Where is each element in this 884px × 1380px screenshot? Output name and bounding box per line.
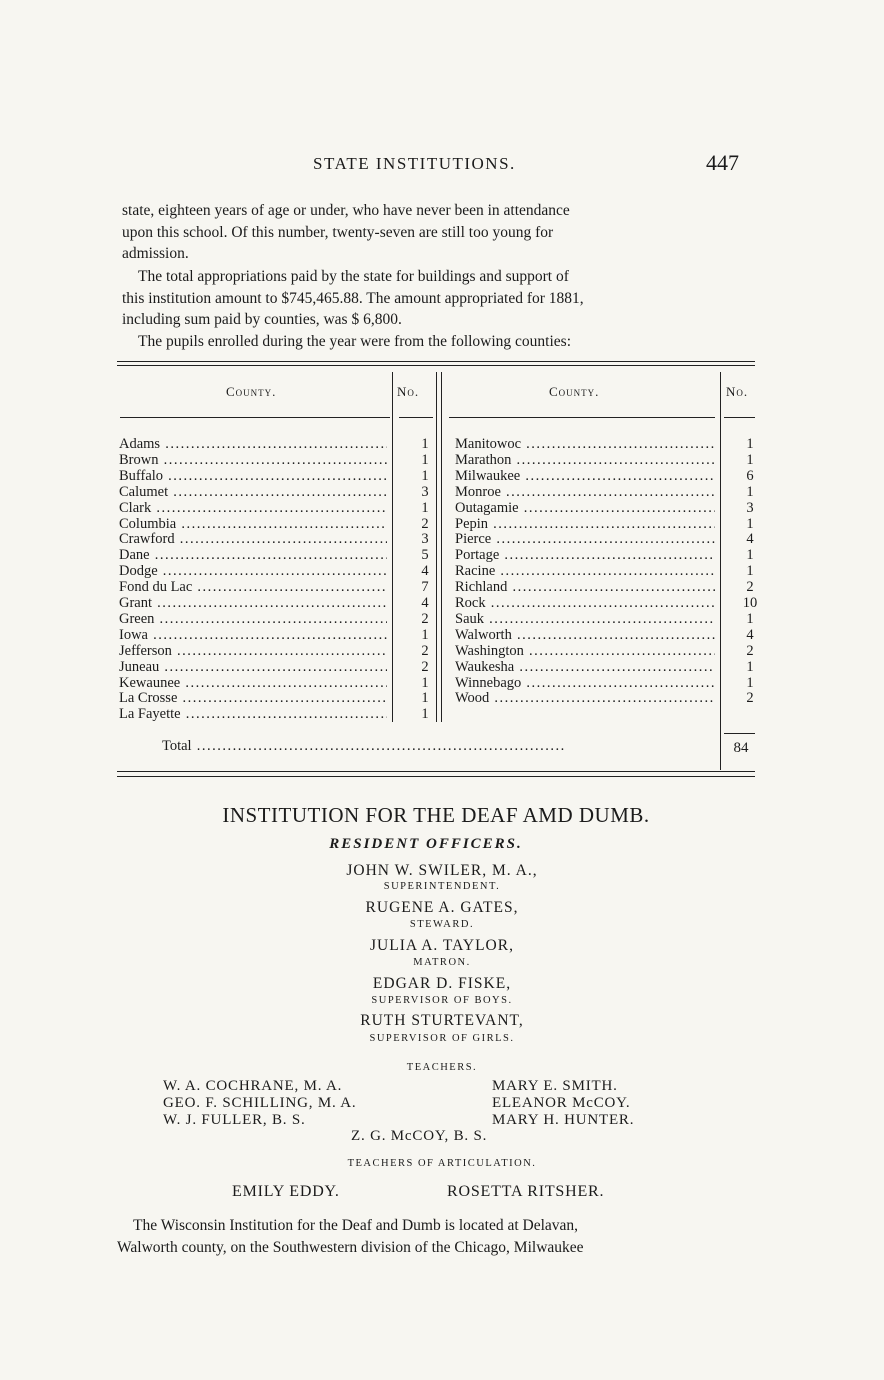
county-row <box>455 468 768 484</box>
header-rule-no-left <box>399 417 433 418</box>
county-count: 6 <box>746 467 754 484</box>
county-count: 1 <box>746 610 754 627</box>
county-count: 1 <box>421 499 429 516</box>
county-name: Manitowoc ..... <box>455 436 715 452</box>
officer-3-role: MATRON. <box>413 957 471 968</box>
county-count: 1 <box>746 436 754 452</box>
county-count: 2 <box>421 610 429 627</box>
county-row <box>119 579 443 595</box>
county-row <box>119 547 443 563</box>
county-count: 2 <box>746 642 754 659</box>
county-count: 1 <box>421 706 429 723</box>
intro-line-3: admission. <box>122 245 189 262</box>
total-rule <box>724 733 755 734</box>
teacher-left-2: GEO. F. SCHILLING, M. A. <box>163 1095 357 1111</box>
total-value: 84 <box>733 740 749 756</box>
county-count: 1 <box>746 658 754 675</box>
county-row <box>455 547 768 563</box>
county-row <box>119 531 443 547</box>
county-count: 4 <box>746 531 754 548</box>
county-count: 2 <box>421 658 429 675</box>
articulation-teacher-right: ROSETTA RITSHER. <box>447 1183 605 1200</box>
county-row <box>455 643 768 659</box>
county-name: Portage ..... <box>455 547 715 563</box>
table-top-rule <box>117 361 755 362</box>
county-count: 1 <box>746 563 754 580</box>
county-name: Rock ..... <box>455 595 715 611</box>
header-rule-right <box>449 417 715 418</box>
county-name: La Fayette ..... <box>119 706 387 722</box>
county-row <box>119 452 443 468</box>
officer-1-role: SUPERINTENDENT. <box>383 881 501 892</box>
officer-5-role: SUPERVISOR OF GIRLS. <box>369 1033 515 1044</box>
county-name: Pierce ..... <box>455 531 715 547</box>
county-row <box>455 484 768 500</box>
county-row <box>119 563 443 579</box>
page-number: 447 <box>706 150 739 175</box>
county-name: Outagamie ..... <box>455 500 715 516</box>
county-count: 3 <box>746 499 754 516</box>
total-value-cell <box>724 740 758 756</box>
appropriations-paragraph <box>122 266 762 331</box>
header-rule-left <box>120 417 390 418</box>
intro-line-1: state, eighteen years of age or under, who have never been in attendance <box>122 202 570 219</box>
table-top-rule-inner <box>117 365 755 366</box>
officer-3-name: JULIA A. TAYLOR, <box>370 937 514 954</box>
county-name: Walworth ..... <box>455 627 715 643</box>
teachers-heading: TEACHERS. <box>406 1062 478 1073</box>
county-name: Fond du Lac ..... <box>119 579 387 595</box>
teacher-left-3: W. J. FULLER, B. S. <box>163 1112 306 1128</box>
officer-4-role: SUPERVISOR OF BOYS. <box>371 995 513 1006</box>
appropriations-line-3: including sum paid by counties, was $ 6,800. <box>122 311 402 328</box>
county-name: Racine ..... <box>455 563 715 579</box>
county-row <box>455 611 768 627</box>
institution-title: INSTITUTION FOR THE DEAF AMD DUMB. <box>222 803 650 827</box>
county-name: Jefferson ..... <box>119 643 387 659</box>
intro-paragraph <box>122 200 762 265</box>
table-bottom-rule <box>117 771 755 772</box>
county-count: 1 <box>746 451 754 468</box>
county-row <box>455 675 768 691</box>
county-row <box>455 563 768 579</box>
county-count: 1 <box>746 547 754 564</box>
county-row <box>119 516 443 532</box>
officer-5-name: RUTH STURTEVANT, <box>360 1012 524 1029</box>
county-row <box>119 484 443 500</box>
officer-2-role: STEWARD. <box>409 919 475 930</box>
county-count: 2 <box>746 579 754 596</box>
county-name: Grant ..... <box>119 595 387 611</box>
intro-line-2: upon this school. Of this number, twenty-seven are still too young for <box>122 223 554 241</box>
officer-2-name: RUGENE A. GATES, <box>365 899 519 916</box>
county-name: Richland ..... <box>455 579 715 595</box>
resident-officers-heading: RESIDENT OFFICERS. <box>329 836 523 852</box>
teacher-right-2: ELEANOR McCOY. <box>492 1095 631 1111</box>
county-row <box>455 579 768 595</box>
county-row <box>119 643 443 659</box>
county-row <box>455 690 768 706</box>
county-count: 4 <box>421 563 429 580</box>
col-header-no-right: No. <box>726 384 749 399</box>
county-name: Kewaunee ..... <box>119 675 387 691</box>
county-count: 2 <box>746 690 754 707</box>
teacher-right-1: MARY E. SMITH. <box>492 1078 618 1094</box>
enrolled-sentence-text: The pupils enrolled during the year were from the following counties: <box>138 333 572 350</box>
county-name: Winnebago ..... <box>455 675 715 691</box>
teacher-right-3: MARY H. HUNTER. <box>492 1112 635 1128</box>
col-header-county-left: County. <box>226 384 277 399</box>
county-count: 2 <box>421 515 429 532</box>
county-name: Marathon ..... <box>455 452 715 468</box>
county-name: Waukesha ..... <box>455 659 715 675</box>
county-row <box>119 675 443 691</box>
county-row <box>119 659 443 675</box>
teacher-left-1: W. A. COCHRANE, M. A. <box>163 1078 343 1094</box>
officer-4-name: EDGAR D. FISKE, <box>372 975 512 992</box>
county-row <box>119 595 443 611</box>
articulation-heading: TEACHERS OF ARTICULATION. <box>347 1158 537 1169</box>
county-count: 1 <box>746 483 754 500</box>
col-header-no-left: No. <box>397 384 420 399</box>
county-row <box>455 627 768 643</box>
county-count: 1 <box>421 436 429 452</box>
county-count: 4 <box>746 626 754 643</box>
county-row <box>455 595 768 611</box>
county-count: 1 <box>746 674 754 691</box>
county-row <box>119 706 443 722</box>
county-count: 2 <box>421 642 429 659</box>
county-name: Crawford ..... <box>119 531 387 547</box>
county-name: Green ..... <box>119 611 387 627</box>
county-name: Washington ..... <box>455 643 715 659</box>
county-name: Wood ..... <box>455 690 715 706</box>
county-name: Calumet ..... <box>119 484 387 500</box>
county-count: 1 <box>421 467 429 484</box>
county-name: La Crosse ..... <box>119 690 387 706</box>
closing-paragraph <box>117 1215 757 1258</box>
county-row <box>455 516 768 532</box>
county-row <box>455 659 768 675</box>
county-name: Milwaukee ..... <box>455 468 715 484</box>
county-name: Columbia ..... <box>119 516 387 532</box>
county-count: 1 <box>421 451 429 468</box>
county-row <box>455 436 768 452</box>
county-row <box>119 627 443 643</box>
county-count: 1 <box>421 626 429 643</box>
closing-line-1: The Wisconsin Institution for the Deaf and Dumb is located at Delavan, <box>133 1217 579 1234</box>
county-row <box>119 468 443 484</box>
county-row <box>119 690 443 706</box>
county-row <box>119 500 443 516</box>
county-count: 1 <box>421 674 429 691</box>
county-name: Juneau ..... <box>119 659 387 675</box>
county-name: Clark ..... <box>119 500 387 516</box>
county-name: Dodge ..... <box>119 563 387 579</box>
county-count: 1 <box>421 690 429 707</box>
officer-1-name: JOHN W. SWILER, M. A., <box>346 862 538 879</box>
county-count: 1 <box>746 515 754 532</box>
county-count: 3 <box>421 483 429 500</box>
county-name: Adams ..... <box>119 436 387 452</box>
county-row <box>119 436 443 452</box>
county-count: 4 <box>421 595 429 611</box>
county-row <box>119 611 443 627</box>
county-name: Monroe ..... <box>455 484 715 500</box>
appropriations-line-2: this institution amount to $745,465.88. The amount appropriated for 1881, <box>122 289 584 307</box>
total-label: Total ..... <box>162 738 710 754</box>
header-rule-no-right <box>724 417 755 418</box>
county-name: Sauk ..... <box>455 611 715 627</box>
county-name: Buffalo ..... <box>119 468 387 484</box>
county-name: Pepin ..... <box>455 516 715 532</box>
col-header-county-right: County. <box>549 384 600 399</box>
county-name: Iowa ..... <box>119 627 387 643</box>
county-count: 5 <box>421 547 429 564</box>
county-count: 10 <box>742 595 758 611</box>
appropriations-line-1: The total appropriations paid by the state for buildings and support of <box>138 268 569 285</box>
county-row <box>455 500 768 516</box>
enrolled-sentence <box>122 331 762 353</box>
county-name: Brown ..... <box>119 452 387 468</box>
teacher-center: Z. G. McCOY, B. S. <box>351 1128 488 1144</box>
total-row <box>162 738 722 754</box>
articulation-teacher-left: EMILY EDDY. <box>232 1183 340 1200</box>
closing-line-2: Walworth county, on the Southwestern division of the Chicago, Milwaukee <box>117 1238 584 1256</box>
county-count: 7 <box>421 579 429 596</box>
county-name: Dane ..... <box>119 547 387 563</box>
county-row <box>455 452 768 468</box>
county-count: 3 <box>421 531 429 548</box>
county-row <box>455 531 768 547</box>
running-title: STATE INSTITUTIONS. <box>313 154 516 173</box>
table-bottom-rule-inner <box>117 776 755 777</box>
